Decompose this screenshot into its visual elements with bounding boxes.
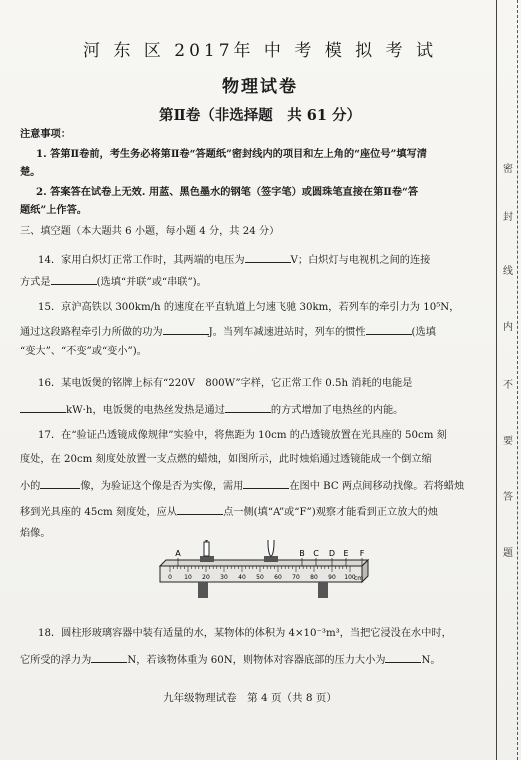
q17-line-5: 焰像。: [20, 528, 51, 539]
ruler-unit-label: cm: [354, 575, 364, 582]
q17-text-c3: 在图中 BC 两点间移动找像。若将蜡烛: [289, 481, 465, 492]
seal-label: 不: [503, 380, 513, 391]
candle: [204, 542, 209, 556]
q16-line-1: 16．某电饭煲的铭牌上标有“220V 800W”字样，它正常工作 0.5h 消耗的电能是: [38, 378, 413, 389]
ruler-tick-label: 60: [274, 574, 282, 581]
q16-blank-1[interactable]: [20, 402, 66, 413]
q18-line-2: [20, 652, 488, 667]
section-heading: 三、填空题（本大题共 6 小题，每小题 4 分，共 24 分）: [20, 226, 280, 237]
candle-holder: [200, 556, 214, 562]
volume-title: 第Ⅱ卷（非选择题 共 61 分）: [159, 107, 361, 124]
page-footer: 九年级物理试卷 第 4 页（共 8 页）: [163, 692, 337, 704]
seal-label: 封: [503, 212, 513, 223]
q16-text-b2: 的方式增加了电热丝的内能。: [270, 405, 404, 416]
ruler-tick-label: 50: [256, 574, 264, 581]
bench-left-leg: [198, 582, 208, 598]
ruler-tick-label: 70: [292, 574, 300, 581]
point-label-A: A: [175, 549, 181, 558]
ruler-tick-label: 40: [238, 574, 246, 581]
q15-text-b1: 通过这段路程牵引力所做的功为: [20, 327, 163, 338]
seal-line-inner: [517, 0, 518, 760]
ruler-tick-label: 30: [220, 574, 228, 581]
seal-label: 答: [503, 492, 513, 503]
seal-label: 题: [503, 548, 513, 559]
exam-title: 河 东 区 2017年 中 考 模 拟 考 试: [83, 41, 437, 61]
q14-blank-2[interactable]: [51, 274, 97, 285]
seal-label: 要: [503, 436, 513, 447]
point-label-F: F: [359, 549, 365, 558]
q17-text-c1: 小的: [20, 481, 41, 492]
point-label-B: B: [299, 549, 305, 558]
q16-text-b1: kW·h，电饭煲的电热丝发热是通过: [66, 405, 225, 416]
q14-line-1: [38, 252, 506, 267]
ruler-tick-label: 20: [202, 574, 210, 581]
note-2-line-1: 2. 答案答在试卷上无效. 用蓝、黑色墨水的钢笔（签字笔）或圆珠笔直接在第Ⅱ卷“答: [36, 186, 419, 198]
note-2-line-2: 题纸”上作答。: [20, 204, 87, 216]
q15-blank-2[interactable]: [366, 324, 412, 335]
ruler-tick-label: 90: [328, 574, 336, 581]
subject-title: 物理试卷: [222, 77, 298, 97]
q17-text-d2: 点一侧(填“A”或“F”)观察才能看到正立放大的烛: [223, 507, 438, 518]
seal-label: 线: [503, 266, 513, 277]
q14-blank-1[interactable]: [245, 252, 291, 263]
q15-line-2: [20, 324, 488, 339]
q14-text-b1: 方式是: [20, 277, 51, 288]
q15-line-1: 15．京沪高铁以 300km/h 的速度在平直轨道上匀速飞驰 30km，若列车的牵引力为 10⁵N，: [38, 302, 460, 313]
q15-line-3: “变大”、“不变”或“变小”)。: [20, 346, 147, 357]
optical-bench-figure: [130, 540, 380, 610]
point-label-E: E: [343, 549, 349, 558]
ruler-tick-label: 0: [168, 574, 172, 581]
note-1-line-1: 1. 答第Ⅱ卷前，考生务必将第Ⅱ卷“答题纸”密封线内的项目和左上角的“座位号”填写清: [36, 148, 427, 160]
q18-text-b2: N，若该物体重为 60N，则物体对容器底部的压力大小为: [127, 655, 386, 666]
q17-line-2: 度处，在 20cm 刻度处放置一支点燃的蜡烛，如图所示，此时烛焰通过透镜能成一个倒立缩: [20, 454, 432, 465]
seal-margin: [494, 0, 521, 760]
seal-line-outer: [496, 0, 497, 760]
q18-text-b3: N。: [421, 655, 441, 666]
q14-text-b2: (选填“并联”或“串联”)。: [96, 277, 207, 288]
point-label-D: D: [328, 549, 336, 558]
q17-line-4: [20, 504, 488, 519]
convex-lens: [268, 540, 274, 556]
q14-text-a2: V；白炽灯与电视机之间的连接: [290, 255, 431, 266]
q16-blank-2[interactable]: [225, 402, 271, 413]
q18-blank-1[interactable]: [91, 652, 127, 663]
seal-label: 内: [503, 322, 513, 333]
q18-blank-2[interactable]: [385, 652, 421, 663]
q15-blank-1[interactable]: [163, 324, 209, 335]
q17-blank-3[interactable]: [177, 504, 223, 515]
q17-line-3: [20, 478, 488, 493]
ruler-tick-label: 80: [310, 574, 318, 581]
q18-text-b1: 它所受的浮力为: [20, 655, 92, 666]
point-label-C: C: [313, 549, 319, 558]
q17-text-c2: 像，为验证这个像是否为实像，需用: [80, 481, 244, 492]
q14-line-2: [20, 274, 488, 289]
ruler-tick-label: 10: [184, 574, 192, 581]
q17-line-1: 17．在“验证凸透镜成像规律”实验中，将焦距为 10cm 的凸透镜放置在光具座的 50cm 刻: [38, 430, 447, 441]
q17-blank-2[interactable]: [243, 478, 289, 489]
lens-holder: [264, 556, 278, 562]
bench-right-leg: [318, 582, 328, 598]
q15-text-b2: J。当列车减速进站时，列车的惯性: [208, 327, 366, 338]
q18-line-1: 18．圆柱形玻璃容器中装有适量的水，某物体的体积为 4×10⁻³m³，当把它浸没在水中时，: [38, 628, 452, 639]
notes-heading: 注意事项：: [20, 128, 71, 140]
optical-bench-svg: [130, 540, 380, 610]
q15-text-b3: (选填: [411, 327, 436, 338]
seal-label: 密: [503, 164, 513, 175]
q16-line-2: [20, 402, 488, 417]
q17-text-d1: 移到光具座的 45cm 刻度处，应从: [20, 507, 178, 518]
q17-blank-1[interactable]: [40, 478, 80, 489]
ruler-tick-label: 100: [344, 574, 356, 581]
q14-text-a1: 14．家用白炽灯正常工作时，其两端的电压为: [38, 255, 245, 266]
note-1-line-2: 楚。: [20, 166, 41, 178]
